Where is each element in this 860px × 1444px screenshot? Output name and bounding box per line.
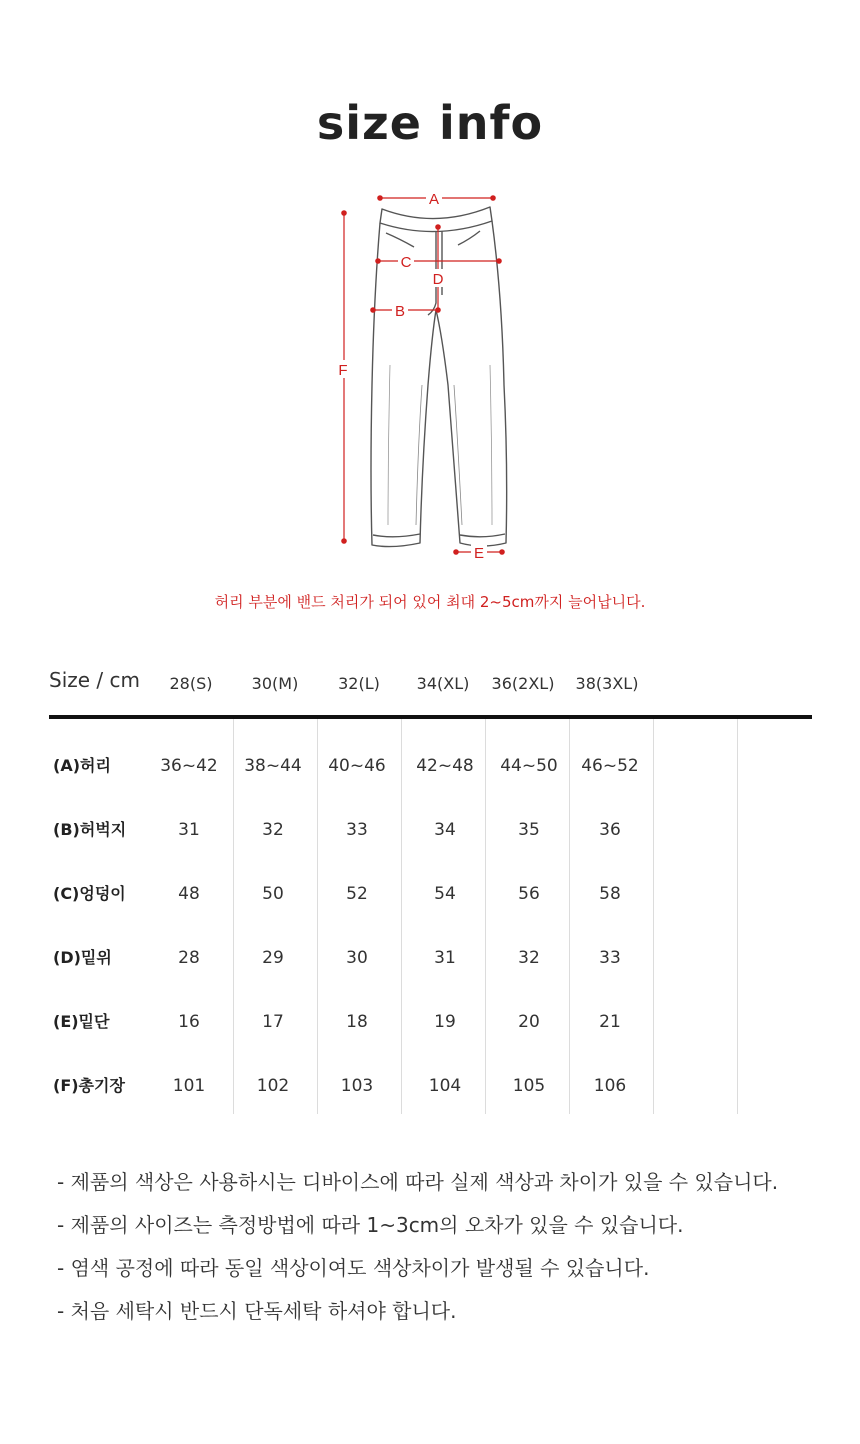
row-label: (D)밑위	[53, 948, 112, 967]
table-cell: 32	[262, 820, 284, 840]
table-cell: 36	[599, 820, 621, 840]
table-cell: 44~50	[500, 756, 558, 776]
row-label: (C)엉덩이	[53, 884, 126, 903]
band-note: 허리 부분에 밴드 처리가 되어 있어 최대 2~5cm까지 늘어납니다.	[214, 593, 646, 611]
table-cell: 35	[518, 820, 540, 840]
note-item: - 제품의 사이즈는 측정방법에 따라 1~3cm의 오차가 있을 수 있습니다.	[57, 1213, 684, 1237]
table-cell: 50	[262, 884, 284, 904]
size-header: 32(L)	[338, 674, 380, 693]
table-cell: 20	[518, 1012, 540, 1032]
column-divider	[233, 719, 234, 1114]
table-cell: 17	[262, 1012, 284, 1032]
note-item: - 제품의 색상은 사용하시는 디바이스에 따라 실제 색상과 차이가 있을 수 있습니다.	[57, 1170, 779, 1194]
header-divider	[49, 715, 812, 719]
table-cell: 101	[172, 1076, 206, 1096]
table-cell: 28	[178, 948, 200, 968]
column-divider	[317, 719, 318, 1114]
size-header: 38(3XL)	[575, 674, 639, 693]
size-unit-label: Size / cm	[49, 668, 140, 692]
row-label: (F)총기장	[53, 1076, 125, 1095]
table-cell: 33	[599, 948, 621, 968]
page-title: size info	[316, 96, 544, 150]
table-cell: 42~48	[416, 756, 474, 776]
care-notes	[57, 1168, 778, 1340]
table-cell: 104	[428, 1076, 462, 1096]
table-cell: 103	[340, 1076, 374, 1096]
note-item: - 처음 세탁시 반드시 단독세탁 하셔야 합니다.	[57, 1299, 457, 1323]
column-divider	[485, 719, 486, 1114]
table-cell: 102	[256, 1076, 290, 1096]
table-cell: 34	[434, 820, 456, 840]
table-cell: 58	[599, 884, 621, 904]
note-item: - 염색 공정에 따라 동일 색상이여도 색상차이가 발생될 수 있습니다.	[57, 1256, 650, 1280]
table-cell: 32	[518, 948, 540, 968]
size-header: 36(2XL)	[491, 674, 555, 693]
table-cell: 31	[434, 948, 456, 968]
table-cell: 56	[518, 884, 540, 904]
row-label: (A)허리	[53, 756, 111, 775]
table-cell: 21	[599, 1012, 621, 1032]
table-cell: 16	[178, 1012, 200, 1032]
size-header: 30(M)	[251, 674, 299, 693]
table-cell: 46~52	[581, 756, 639, 776]
column-divider	[737, 719, 738, 1114]
table-cell: 29	[262, 948, 284, 968]
pants-outline-illustration	[330, 185, 530, 565]
pants-diagram	[330, 185, 530, 565]
label-f: F	[338, 362, 348, 379]
table-cell: 33	[346, 820, 368, 840]
column-divider	[569, 719, 570, 1114]
column-divider	[653, 719, 654, 1114]
table-cell: 38~44	[244, 756, 302, 776]
table-cell: 19	[434, 1012, 456, 1032]
row-label: (E)밑단	[53, 1012, 110, 1031]
table-cell: 31	[178, 820, 200, 840]
row-label: (B)허벅지	[53, 820, 127, 839]
label-e: E	[473, 545, 485, 562]
table-cell: 48	[178, 884, 200, 904]
size-header: 28(S)	[169, 674, 213, 693]
table-cell: 106	[593, 1076, 627, 1096]
table-cell: 30	[346, 948, 368, 968]
label-d: D	[432, 271, 444, 288]
table-cell: 52	[346, 884, 368, 904]
table-cell: 36~42	[160, 756, 218, 776]
table-cell: 40~46	[328, 756, 386, 776]
table-cell: 105	[512, 1076, 546, 1096]
table-cell: 54	[434, 884, 456, 904]
label-b: B	[394, 303, 406, 320]
column-divider	[401, 719, 402, 1114]
label-c: C	[400, 254, 412, 271]
table-cell: 18	[346, 1012, 368, 1032]
size-header: 34(XL)	[416, 674, 470, 693]
label-a: A	[428, 191, 440, 208]
